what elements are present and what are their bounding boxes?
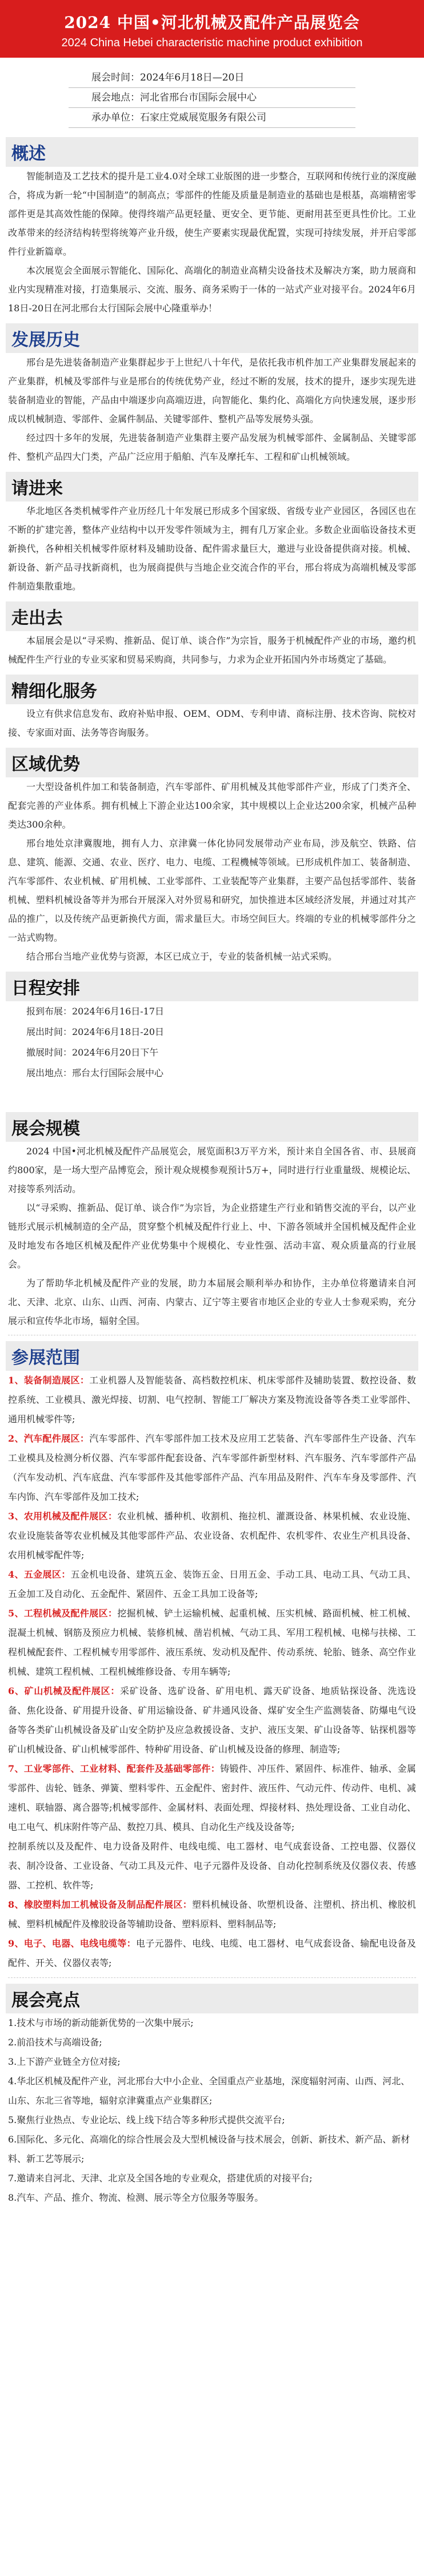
region-paragraph: 结合邢台当地产业优势与资源，本区已成立于，专业的装备机械一站式采购。 (26, 951, 338, 962)
spacer (0, 1084, 424, 1106)
highlight-item: 5.聚焦行业热点、专业论坛、线上线下结合等多种形式提供交流平台; (8, 2114, 285, 2125)
history-paragraph: 邢台是先进装备制造产业集群起步于上世纪八十年代，是依托我市机件加工产业集群发展起来的产业集群，机械及零部件与业是邢台的传统优势产业，经过不断的发展，技术的提升，逐步实现先进装备制造业的智能，产品由中端逐步向高端迈进，向智能化、集约化、高端化方向快速发展，逐步形成以机械制造、零部件、金属件制品、关键零部件、整机产品等发展势头强。 (8, 357, 416, 424)
highlight-item: 2.前沿技术与高端设备; (8, 2037, 102, 2048)
range-text: 工业机器人及智能装备、高档数控机床、机床零部件及辅助装置、数控设备、数控系统、工业模具、激光焊接、切割、电气控制、智能工厂解决方案及物流设备等各类工业零部件、通用机械零件等; (8, 1375, 416, 1425)
range-text: 汽车零部件、汽车零部件加工技术及应用工艺装备、汽车零部件生产设备、汽车工业模具及检测分析仪器、汽车零部件配套设备、汽车零部件新型材料、汽车服务、汽车零部件产品（汽车发动机、汽车底盘、汽车零部件及其他零部件产品、汽车用品及附件、汽车车身及零部件、汽车内饰、汽车零部件及加工技术; (8, 1433, 416, 1502)
range-text: 挖掘机械、铲土运输机械、起重机械、压实机械、路面机械、桩工机械、混凝土机械、钢筋及预应力机械、装修机械、凿岩机械、气动工具、军用工程机械、电梯与扶梯、工程机械配套件、工程机械专用零部件、液压系统、发动机及配件、传动系统、轮胎、链条、高空作业机械、建筑工程机械、工程机械维修设备、专用车辆等; (8, 1608, 416, 1677)
section-heading-overview: 概述 (6, 137, 418, 167)
highlight-item: 4.华北区机械及配件产业，河北邢台大中小企业、全国重点产业基地，深度辐射河南、山西、河北、山东、东北三省等地，辐射京津冀重点产业集群区; (8, 2076, 410, 2106)
range-item (8, 1604, 416, 1682)
page-title: 2024 中国•河北机械及配件产品展览会 (64, 13, 360, 32)
header-banner (0, 0, 424, 58)
history-paragraph: 经过四十多年的发展，先进装备制造产业集群主要产品发展为机械零部件、金属制品、关键零部件、整机产品四大门类，产品广泛应用于船舶、汽车及摩托车、工程和矿山机械领域。 (8, 432, 416, 462)
range-item (8, 1759, 416, 1837)
range-label: 4、五金展区： (8, 1569, 71, 1580)
scale-paragraph: 为了帮助华北机械及配件产业的发展，助力本届展会顺利举办和协作，主办单位将邀请来自河北、天津、北京、山东、山西、河南、内蒙古、辽宁等主要省市地区企业的专业人士参观采购，充分展示和宣传华北市场，辐射全国。 (8, 1278, 416, 1326)
overview-paragraph: 智能制造及工艺技术的提升是工业4.0对全球工业版图的进一步整合，互联网和传统行业的深度融合，将成为新一轮“中国制造”的制高点；零部件的性能及质量是制造业的基础也是根基，高端精密零部件更是其高效性能的保障。使得终端产品更轻量、更安全、更节能、更耐用甚至更具性价比。工业改革带来的经济结构转型将统筹产业升级，使生产要素实现最优配置，实现可持续发展，并开启零部件行业新篇章。 (8, 171, 416, 257)
section-heading-history: 发展历史 (6, 323, 418, 353)
highlight-item: 1.技术与市场的新动能新优势的一次集中展示; (8, 2017, 194, 2028)
scale-paragraph: 2024 中国•河北机械及配件产品展览会，展览面积3万平方米，预计来自全国各省、市、县展商约800家，是一场大型产品博览会，预计观众规模参观预计5万+，同时进行行业重量级、规模论坛、对接等系列活动。 (8, 1146, 416, 1194)
region-paragraph: 一大型设备机件加工和装备制造，汽车零部件、矿用机械及其他零部件产业，形成了门类齐全、配套完善的产业体系。拥有机械上下游企业达100余家，其中规模以上企业达200余家，机械产品种类达300余种。 (8, 781, 416, 830)
range-label: 9、电子、电器、电线电缆等： (8, 1938, 136, 1949)
highlight-item: 8.汽车、产品、推介、物流、检测、展示等全方位服务等服务。 (8, 2192, 264, 2203)
info-date: 展会时间：2024年6月18日—20日 (69, 68, 355, 88)
section-heading-highlights: 展会亮点 (6, 1984, 418, 2013)
range-text: 农业机械、播种机、收割机、拖拉机、灌溉设备、林果机械、农业设施、农业设施装备等农业机械及其他零部件产品、农业设备、农机配件、农机零件、农业生产机具设备、农用机械零配件等; (8, 1511, 416, 1560)
range-item (8, 1371, 416, 1429)
section-heading-region: 区域优势 (6, 748, 418, 777)
schedule-item: 展出地点：邢台太行国际会展中心 (26, 1068, 164, 1078)
range-item (8, 1837, 416, 1895)
range-item (8, 1895, 416, 1934)
range-text: 塑料机械设备、吹塑机设备、注塑机、挤出机、橡胶机械、塑料机械配件及橡胶设备等辅助设备、塑料原料、塑料制品等; (8, 1899, 416, 1929)
info-organizer: 承办单位：石家庄党威展览服务有限公司 (69, 108, 355, 128)
divider (8, 1977, 416, 1978)
range-item (8, 1934, 416, 1973)
range-label: 7、工业零部件、工业材料、配套件及基础零部件： (8, 1763, 221, 1774)
refined-paragraph: 设立有供求信息发布、政府补贴申报、OEM、ODM、专利申请、商标注册、技术咨询、院校对接、专家面对面、法务等咨询服务。 (8, 708, 416, 738)
range-item (8, 1429, 416, 1507)
range-label: 3、农用机械及配件展区： (8, 1511, 118, 1522)
range-label: 5、工程机械及配件展区： (8, 1608, 118, 1619)
section-heading-ranges: 参展范围 (6, 1341, 418, 1371)
section-heading-invite: 请进来 (6, 472, 418, 501)
range-text: 铸锻件、冲压件、紧固件、标准件、轴承、金属零部件、齿轮、链条、弹簧、塑料零件、五金配件、密封件、液压件、气动元件、传动件、电机、减速机、联轴器、离合器等;机械零部件、金属材料、表面处理、焊接材料、热处理设备、工业自动化、电工电气、机床附件等产品、数控刀具、模具、自动化生产线及设备等; (8, 1763, 416, 1832)
page-subtitle-en: 2024 China Hebei characteristic machine product exhibition (61, 37, 363, 49)
schedule-item: 撤展时间：2024年6月20日下午 (26, 1047, 159, 1058)
range-label: 8、橡胶塑料加工机械设备及制品配件展区： (8, 1899, 193, 1910)
range-item (8, 1507, 416, 1565)
overview-paragraph: 本次展览会全面展示智能化、国际化、高端化的制造业高精尖设备技术及解决方案，助力展商和业内实现精准对接，打造集展示、交流、服务、商务采购于一体的一站式产业对接平台。2024年6月18日-20日在河北邢台太行国际会展中心隆重举办！ (8, 265, 416, 314)
range-item (8, 1682, 416, 1759)
highlight-item: 7.邀请来自河北、天津、北京及全国各地的专业观众，搭建优质的对接平台; (8, 2173, 313, 2184)
region-paragraph: 邢台地处京津冀腹地，拥有人力、京津冀一体化协同发展带动产业布局，涉及航空、铁路、信息、建筑、能源、交通、农业、医疗、电力、电缆、工程機械等领域。已形成机件加工、装备制造、汽车零部件、农业机械、矿用机械、工业零部件、工业装配等产业集群，主要产品包括零部件、装备机械、塑料机械设备等并为邢台开展深入对外贸易和研究，加快推进本区域经济发展，并通过对其产品的推广，以及传统产品更新换代方面，需求量巨大。市场空间巨大。终端的专业的机械零部件分之一站式购物。 (8, 838, 416, 943)
section-heading-schedule: 日程安排 (6, 972, 418, 1001)
range-item (8, 1565, 416, 1604)
range-label: 6、矿山机械及配件展区： (8, 1686, 120, 1696)
event-info (69, 58, 355, 131)
range-label: 2、汽车配件展区： (8, 1433, 90, 1444)
section-heading-refined-service: 精细化服务 (6, 675, 418, 704)
highlight-item: 6.国际化、多元化、高端化的综合性展会及大型机械设备与技术展会，创新、新技术、新产品、新材料、新工艺等展示; (8, 2134, 410, 2164)
range-label: 1、装备制造展区： (8, 1375, 90, 1386)
range-text: 控制系统以及及配件、电力设备及附件、电线电缆、电工器材、电气成套设备、工控电器、仪器仪表、制冷设备、工业设备、气动工具及元件、电子元器件及设备、自动化控制系统及仪器仪表、传感器、工控机、软件等; (8, 1841, 416, 1891)
range-text: 五金机电设备、建筑五金、装饰五金、日用五金、手动工具、电动工具、气动工具、五金加工及自动化、五金配件、紧固件、五金工具加工设备等; (8, 1569, 416, 1599)
section-heading-goout: 走出去 (6, 601, 418, 631)
info-venue: 展会地点：河北省邢台市国际会展中心 (69, 88, 355, 108)
range-text: 电子元器件、电线、电缆、电工器材、电气成套设备、输配电设备及配件、开关、仪器仪表等; (8, 1938, 416, 1968)
highlight-item: 3.上下游产业链全方位对接; (8, 2056, 121, 2067)
schedule-item: 展出时间：2024年6月18日-20日 (26, 1026, 165, 1037)
goout-paragraph: 本届展会是以“寻采购、推新品、促订单、谈合作”为宗旨，服务于机械配件产业的市场，邀约机械配件生产行业的专业买家和贸易采购商，共同参与，力求为企业开拓国内外市场奠定了基础。 (8, 635, 416, 665)
scale-paragraph: 以“寻采购、推新品、促订单、谈合作”为宗旨，为企业搭建生产行业和销售交流的平台，以产业链形式展示机械制造的全产品，贯穿整个机械及配件行业上、中、下游各领域并全国机械及配件企业及时地发布各地区机械及配件产业优势集中个规模化、专业性强、活动丰富、观众质量高的行业展会。 (8, 1202, 416, 1270)
schedule-item: 报到布展：2024年6月16日-17日 (26, 1006, 165, 1017)
section-heading-scale: 展会规模 (6, 1112, 418, 1142)
invite-paragraph: 华北地区各类机械零件产业历经几十年发展已形成多个国家级、省级专业产业园区，各园区也在不断的扩建完善，整体产业结构中以开发零件领域为主，拥有几万家企业。多数企业面临设备技术更新换代，各种相关机械零件原材料及辅助设备、配件需求量巨大，邀进与业设备提供商对接。机械、新设备、新产品寻找新商机，也为展商提供与当地企业交流合作的平台，邢台将成为高端机械及零部件制造集散重地。 (8, 505, 416, 592)
range-text: 采矿设备、选矿设备、矿用电机、露天矿设备、地质钻探设备、洗选设备、焦化设备、矿用提升设备、矿用运输设备、矿井通风设备、煤矿安全生产监测装备、防爆电气设备等各类矿山机械设备及矿山安全防护及应急救援设备、支护、液压支架、矿山设备等、钻探机器等矿山机械设备、矿山机械零部件、特种矿用设备、矿山机械及设备的修理、制造等; (8, 1686, 416, 1755)
